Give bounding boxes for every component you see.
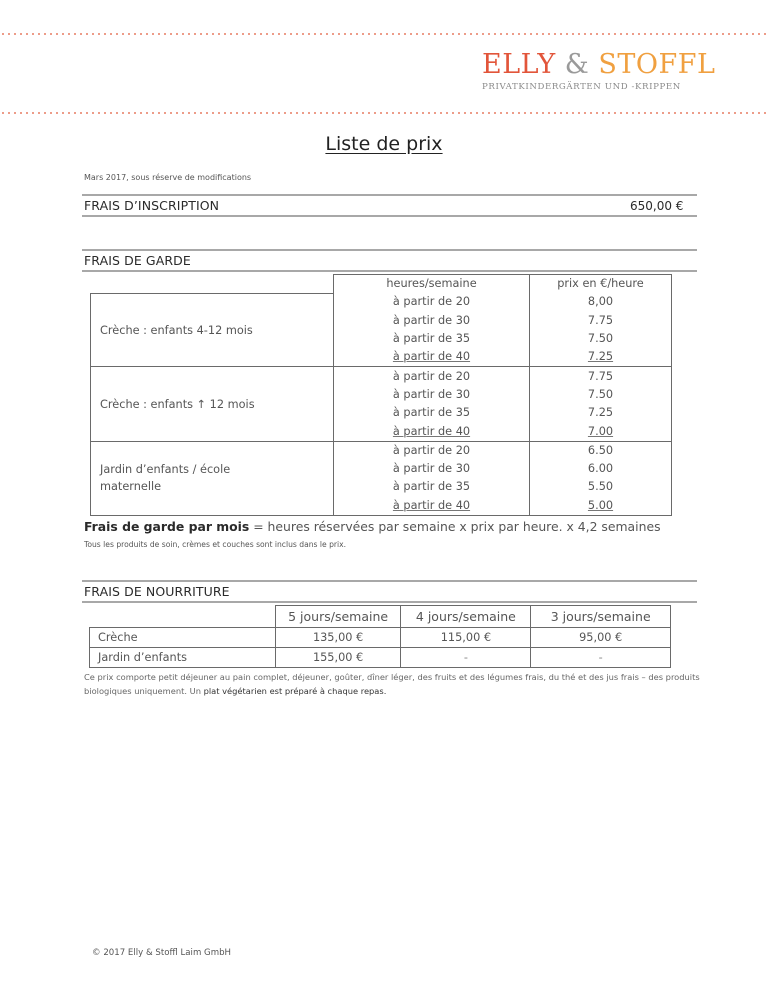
- meal-description-note: Ce prix comporte petit déjeuner au pain complet, déjeuner, goûter, dîner léger, des fruits et des légumes frais, du thé et des jus frais – des produits biologiques uniquement. Un plat végétarien est préparé à chaque repas.: [84, 672, 700, 696]
- nourriture-section-header: [82, 580, 697, 603]
- row-label: Crèche: [90, 628, 276, 648]
- page-subtitle: Mars 2017, sous réserve de modifications: [84, 173, 252, 182]
- empty-header-cell: [90, 606, 276, 628]
- company-logo: [482, 50, 722, 92]
- price-cell: 6.00: [530, 460, 672, 478]
- logo-wordmark: [482, 50, 722, 80]
- logo-elly: ELLY: [482, 49, 556, 80]
- empty-header-cell: [91, 275, 334, 294]
- price-cell: 7.50: [530, 330, 672, 348]
- price-cell: 8,00: [530, 293, 672, 311]
- column-header-4-days: 4 jours/semaine: [401, 606, 531, 628]
- nourriture-label: FRAIS DE NOURRITURE: [84, 584, 230, 599]
- column-header-5-days: 5 jours/semaine: [275, 606, 401, 628]
- hours-cell: à partir de 40: [334, 348, 530, 367]
- garde-section-header: [82, 249, 697, 272]
- copyright-footer: © 2017 Elly & Stoffl Laim GmbH: [92, 948, 231, 958]
- logo-tagline: PRIVATKINDERGÄRTEN UND -KRIPPEN: [482, 82, 681, 92]
- price-cell: 6.50: [530, 441, 672, 460]
- column-header-hours: heures/semaine: [334, 275, 530, 294]
- price-cell: 95,00 €: [531, 628, 671, 648]
- hours-cell: à partir de 30: [334, 386, 530, 404]
- garde-price-table: [90, 274, 672, 516]
- group-label: Crèche : enfants 4-12 mois: [91, 293, 334, 367]
- hours-cell: à partir de 35: [334, 330, 530, 348]
- group-label: Crèche : enfants ↑ 12 mois: [91, 367, 334, 441]
- table-header-row: [90, 606, 671, 628]
- hours-cell: à partir de 40: [334, 497, 530, 516]
- column-header-price: prix en €/heure: [530, 275, 672, 294]
- logo-stoffl: STOFFL: [598, 49, 716, 80]
- bottom-dotted-divider: [0, 112, 768, 114]
- page-title: Liste de prix: [325, 133, 443, 155]
- price-cell: 7.50: [530, 386, 672, 404]
- column-header-3-days: 3 jours/semaine: [531, 606, 671, 628]
- price-cell: 7.25: [530, 348, 672, 367]
- top-dotted-divider: [0, 33, 768, 35]
- table-row: [90, 628, 671, 648]
- hours-cell: à partir de 35: [334, 404, 530, 422]
- table-row: [91, 441, 672, 460]
- price-cell: 5.50: [530, 478, 672, 496]
- price-cell: 5.00: [530, 497, 672, 516]
- vegetarian-note: plat végétarien est préparé à chaque repas.: [203, 686, 387, 696]
- price-cell: 115,00 €: [401, 628, 531, 648]
- garde-label: FRAIS DE GARDE: [84, 253, 191, 268]
- inscription-label: FRAIS D’INSCRIPTION: [84, 198, 220, 213]
- row-label: Jardin d’enfants: [90, 648, 276, 668]
- price-cell: 7.75: [530, 367, 672, 386]
- group-label: Jardin d’enfants / école maternelle: [91, 441, 334, 515]
- price-cell: 7.75: [530, 312, 672, 330]
- monthly-fee-formula: [84, 519, 661, 534]
- hours-cell: à partir de 40: [334, 422, 530, 441]
- nourriture-price-table: [89, 605, 671, 668]
- hours-cell: à partir de 20: [334, 441, 530, 460]
- price-cell: -: [401, 648, 531, 668]
- hours-cell: à partir de 35: [334, 478, 530, 496]
- table-row: [91, 293, 672, 311]
- formula-label: Frais de garde par mois: [84, 519, 250, 534]
- price-cell: 155,00 €: [275, 648, 401, 668]
- inscription-section-header: [82, 194, 697, 217]
- table-row: [90, 648, 671, 668]
- hours-cell: à partir de 30: [334, 312, 530, 330]
- logo-ampersand: &: [564, 49, 590, 80]
- price-cell: 7.00: [530, 422, 672, 441]
- price-cell: 7.25: [530, 404, 672, 422]
- hours-cell: à partir de 30: [334, 460, 530, 478]
- hours-cell: à partir de 20: [334, 293, 530, 311]
- inscription-price: 650,00 €: [630, 199, 684, 213]
- table-header-row: [91, 275, 672, 294]
- hours-cell: à partir de 20: [334, 367, 530, 386]
- price-cell: 135,00 €: [275, 628, 401, 648]
- formula-expression: = heures réservées par semaine x prix par heure. x 4,2 semaines: [249, 519, 661, 534]
- care-products-note: Tous les produits de soin, crèmes et couches sont inclus dans le prix.: [84, 540, 347, 549]
- table-row: [91, 367, 672, 386]
- price-cell: -: [531, 648, 671, 668]
